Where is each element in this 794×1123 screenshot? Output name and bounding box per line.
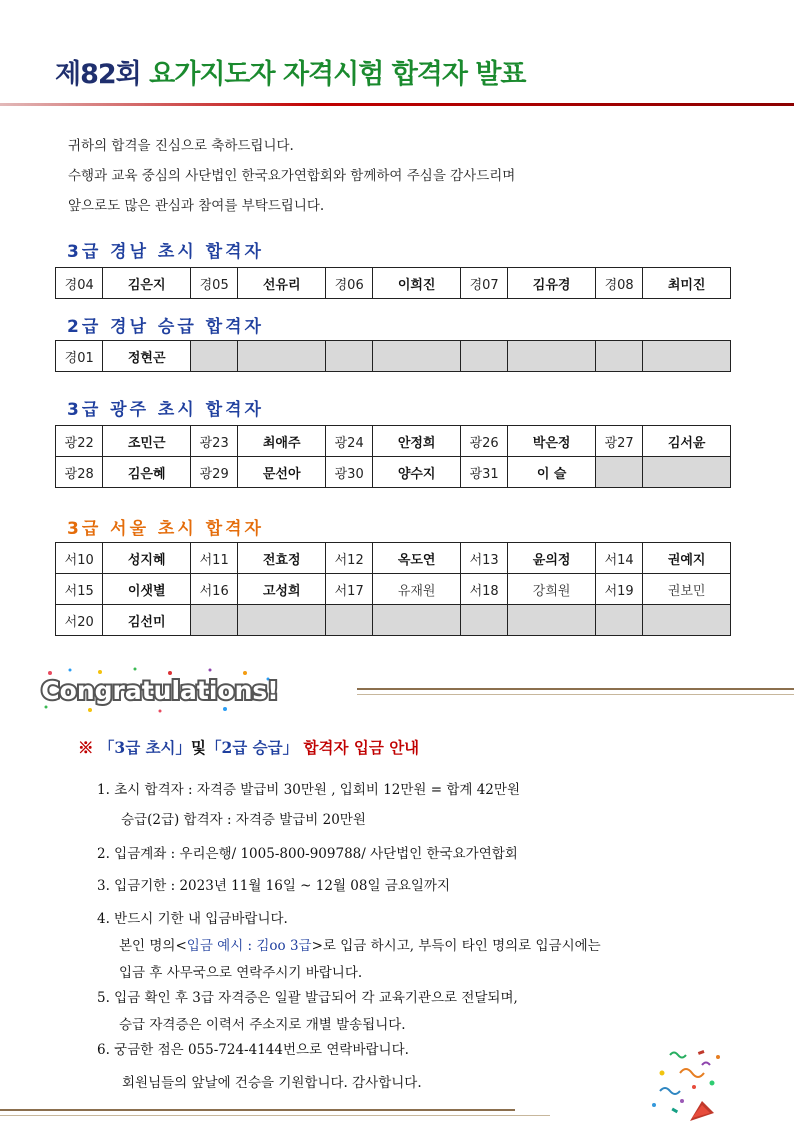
table-row: [56, 268, 731, 299]
candidate-name: 최애주: [238, 426, 326, 457]
instruction-4: [97, 907, 601, 981]
table-row: [56, 543, 731, 574]
candidate-name: 성지혜: [103, 543, 191, 574]
candidate-name: 김은혜: [103, 457, 191, 488]
instruction-text: 5. 입금 확인 후 3급 자격증은 일괄 발급되어 각 교육기관으로 전달되며,: [97, 990, 518, 1006]
candidate-code: 서16: [190, 574, 237, 605]
candidate-code: 서18: [460, 574, 507, 605]
candidate-name: 이 슬: [508, 457, 596, 488]
instruction-number: 1.: [97, 782, 110, 798]
candidate-name: 김선미: [103, 605, 191, 636]
empty-cell: [508, 605, 596, 636]
candidate-name: 이희진: [373, 268, 461, 299]
candidate-name: 유재원: [373, 574, 461, 605]
candidate-code: 광31: [460, 457, 507, 488]
candidate-name: 강희원: [508, 574, 596, 605]
title-divider: [0, 103, 794, 106]
candidate-code: 서20: [56, 605, 103, 636]
empty-cell: [643, 341, 731, 372]
empty-cell: [595, 457, 642, 488]
section-title: 3급 서울 초시 합격자: [67, 519, 264, 539]
candidate-code: 서12: [325, 543, 372, 574]
candidate-code: 광24: [325, 426, 372, 457]
candidate-code: 광23: [190, 426, 237, 457]
candidate-name: 정현곤: [103, 341, 191, 372]
notice-subject: 합격자 입금 안내: [303, 738, 420, 757]
candidate-code: 경07: [460, 268, 507, 299]
intro-line: 앞으로도 많은 관심과 참여를 부탁드립니다.: [68, 198, 325, 214]
notice-grade2: 「2급 승급」: [206, 738, 299, 757]
candidate-code: 경08: [595, 268, 642, 299]
candidate-code: 광28: [56, 457, 103, 488]
empty-cell: [325, 341, 372, 372]
empty-cell: [460, 605, 507, 636]
reference-mark: ※: [78, 738, 94, 757]
party-popper-icon: [642, 1043, 732, 1123]
candidate-name: 권예지: [643, 543, 731, 574]
empty-cell: [595, 341, 642, 372]
text-part: 본인 명의<: [119, 938, 187, 954]
instruction-text: 승급(2급) 합격자 : 자격증 발급비 20만원: [121, 812, 366, 828]
table-row: [56, 605, 731, 636]
instruction-text: [97, 934, 601, 954]
table-row: [56, 426, 731, 457]
section-title: 3급 경남 초시 합격자: [67, 242, 264, 262]
candidate-name: 선유리: [238, 268, 326, 299]
congratulations-banner: [40, 667, 280, 713]
table-row: [56, 574, 731, 605]
results-table: [55, 542, 731, 636]
table-row: [56, 457, 731, 488]
candidate-name: 전효정: [238, 543, 326, 574]
candidate-code: 서11: [190, 543, 237, 574]
deposit-example: 입금 예시 : 김oo 3급: [186, 938, 312, 954]
candidate-name: 최미진: [643, 268, 731, 299]
instruction-2: 2. 입금계좌 : 우리은행/ 1005-800-909788/ 사단법인 한국요가연합회: [97, 846, 518, 862]
candidate-code: 경06: [325, 268, 372, 299]
candidate-code: 서15: [56, 574, 103, 605]
candidate-name: 윤의정: [508, 543, 596, 574]
instruction-text: 4. 반드시 기한 내 입금바랍니다.: [97, 911, 288, 927]
candidate-code: 경04: [56, 268, 103, 299]
candidate-code: 경05: [190, 268, 237, 299]
candidate-code: 경01: [56, 341, 103, 372]
candidate-code: 광30: [325, 457, 372, 488]
banner-divider-thin: [357, 694, 794, 695]
candidate-code: 서13: [460, 543, 507, 574]
empty-cell: [190, 341, 237, 372]
instruction-text: 입금 후 사무국으로 연락주시기 바랍니다.: [119, 965, 363, 981]
empty-cell: [595, 605, 642, 636]
banner-divider: [357, 688, 794, 690]
candidate-name: 권보민: [643, 574, 731, 605]
footer-divider-thin: [0, 1115, 550, 1116]
results-table: [55, 267, 731, 299]
intro-line: 귀하의 합격을 진심으로 축하드립니다.: [68, 138, 294, 154]
empty-cell: [190, 605, 237, 636]
results-table: [55, 340, 731, 372]
candidate-name: 조민근: [103, 426, 191, 457]
empty-cell: [238, 341, 326, 372]
empty-cell: [643, 457, 731, 488]
candidate-name: 양수지: [373, 457, 461, 488]
page-title: [55, 52, 526, 91]
congrats-text: Congratulations!: [41, 676, 279, 705]
empty-cell: [460, 341, 507, 372]
candidate-name: 안정희: [373, 426, 461, 457]
title-edition: 제82회: [55, 59, 141, 90]
instruction-6: 6. 궁금한 점은 055-724-4144번으로 연락바랍니다.: [97, 1042, 409, 1058]
notice-and: 및: [191, 738, 207, 757]
empty-cell: [373, 341, 461, 372]
candidate-code: 서14: [595, 543, 642, 574]
intro-line: 수행과 교육 중심의 사단법인 한국요가연합회와 함께하여 주심을 감사드리며: [68, 168, 516, 184]
candidate-name: 김유경: [508, 268, 596, 299]
candidate-code: 서10: [56, 543, 103, 574]
candidate-code: 서19: [595, 574, 642, 605]
candidate-name: 고성희: [238, 574, 326, 605]
candidate-code: 광26: [460, 426, 507, 457]
instruction-1: [97, 778, 520, 828]
candidate-code: 광27: [595, 426, 642, 457]
candidate-code: 광22: [56, 426, 103, 457]
candidate-code: 서17: [325, 574, 372, 605]
intro-paragraph: [68, 131, 515, 221]
candidate-name: 문선아: [238, 457, 326, 488]
candidate-name: 김서윤: [643, 426, 731, 457]
notice-grade3: 「3급 초시」: [98, 738, 192, 757]
section-title: 3급 광주 초시 합격자: [67, 400, 264, 420]
title-main: 요가지도자 자격시험 합격자 발표: [149, 59, 526, 90]
candidate-name: 박은정: [508, 426, 596, 457]
closing-message: 회원님들의 앞날에 건승을 기원합니다. 감사합니다.: [122, 1075, 422, 1091]
footer-divider: [0, 1109, 515, 1111]
instruction-3: 3. 입금기한 : 2023년 11월 16일 ~ 12월 08일 금요일까지: [97, 878, 451, 894]
text-part: >로 입금 하시고, 부득이 타인 명의로 입금시에는: [311, 938, 601, 954]
instruction-5: [97, 986, 518, 1033]
section-title: 2급 경남 승급 합격자: [67, 317, 264, 337]
candidate-name: 김은지: [103, 268, 191, 299]
results-table: [55, 425, 731, 488]
instruction-text: 승급 자격증은 이력서 주소지로 개별 발송됩니다.: [119, 1017, 406, 1033]
candidate-code: 광29: [190, 457, 237, 488]
empty-cell: [643, 605, 731, 636]
candidate-name: 옥도연: [373, 543, 461, 574]
empty-cell: [325, 605, 372, 636]
empty-cell: [238, 605, 326, 636]
candidate-name: 이샛별: [103, 574, 191, 605]
table-row: [56, 341, 731, 372]
payment-notice-title: [78, 736, 419, 758]
empty-cell: [508, 341, 596, 372]
empty-cell: [373, 605, 461, 636]
instruction-text: 초시 합격자 : 자격증 발급비 30만원 , 입회비 12만원 = 합계 42만원: [114, 782, 520, 798]
